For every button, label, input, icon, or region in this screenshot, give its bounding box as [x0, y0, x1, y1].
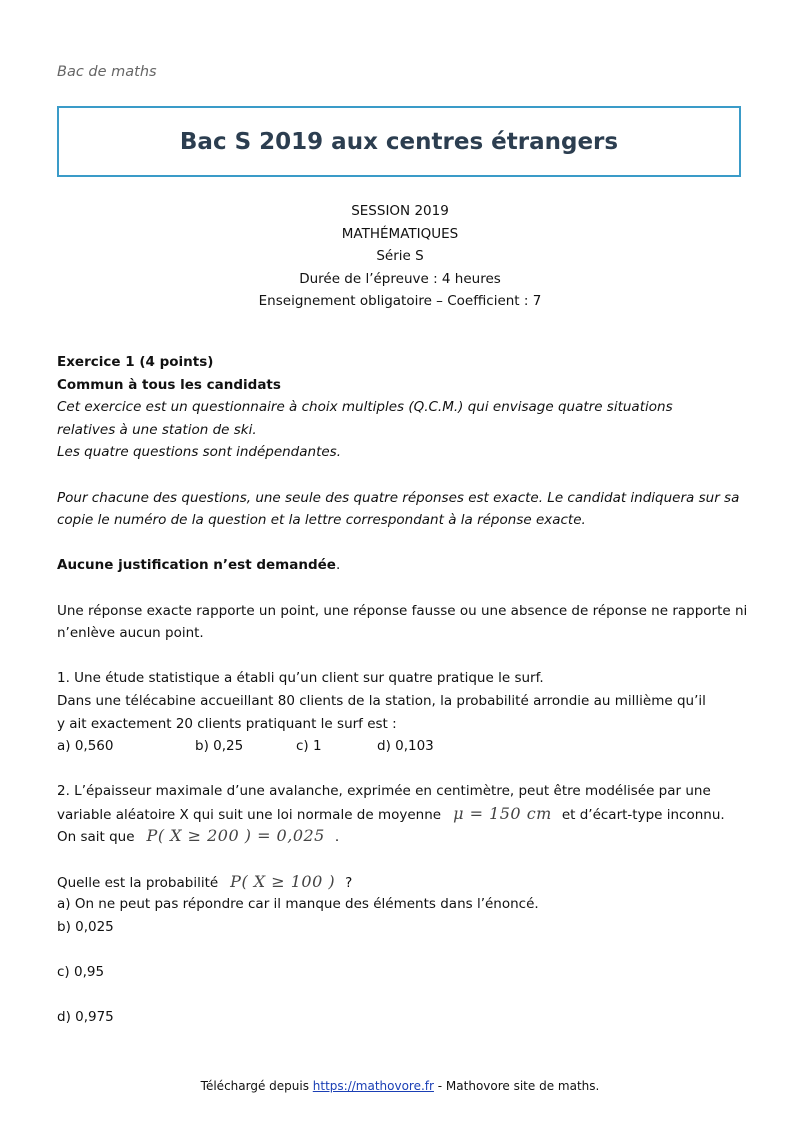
q2-question-end: ?: [345, 874, 353, 891]
session-line: SESSION 2019: [351, 203, 449, 219]
session-info: [57, 200, 743, 313]
intro-line: relatives à une station de ski.: [57, 421, 257, 438]
q2-question-start: Quelle est la probabilité: [57, 874, 219, 891]
exercise-body: [57, 351, 747, 1029]
q1-line: Dans une télécabine accueillant 80 clients de la station, la probabilité arrondie au millième qu’il: [57, 692, 706, 709]
footer-prefix: Téléchargé depuis: [200, 1079, 313, 1093]
q2-line2-end: et d’écart-type inconnu.: [561, 806, 725, 823]
q2-line3-start: On sait que: [57, 829, 135, 846]
mu-formula: μ = 150 cm: [453, 803, 552, 823]
q2-choice-d: d) 0,975: [57, 1009, 114, 1026]
intro-line: Les quatre questions sont indépendantes.: [57, 444, 342, 461]
instructions-line: copie le numéro de la question et la lettre correspondant à la réponse exacte.: [57, 512, 586, 529]
session-line: Série S: [376, 248, 424, 265]
scoring-line: n’enlève aucun point.: [57, 625, 204, 642]
site-label: Bac de maths: [57, 64, 157, 80]
footer-link[interactable]: https://mathovore.fr: [312, 1079, 434, 1093]
no-justification-note: [57, 554, 747, 577]
exercise-title: Exercice 1 (4 points): [57, 354, 214, 370]
q2-line: 2. L’épaisseur maximale d’une avalanche, exprimée en centimètre, peut être modélisée par une: [57, 783, 711, 800]
q2-line: [57, 825, 747, 848]
q2-line3-end: .: [334, 829, 340, 846]
no-justification-end: .: [335, 557, 341, 574]
no-justification-bold: Aucune justification n’est demandée: [57, 557, 336, 574]
footer: [0, 1079, 800, 1093]
q1-choices: [57, 735, 747, 758]
q2-choice-b: b) 0,025: [57, 918, 114, 935]
exercise-subtitle: Commun à tous les candidats: [57, 376, 281, 393]
q1-choice-d: d) 0,103: [377, 738, 434, 755]
q1-choice-b: b) 0,25: [195, 738, 244, 755]
q1-choice-a: a) 0,560: [57, 738, 114, 755]
q1-choice-c: c) 1: [296, 738, 322, 755]
page-title: Bac S 2019 aux centres étrangers: [179, 128, 619, 155]
footer-suffix: - Mathovore site de maths.: [433, 1079, 600, 1093]
q1-line: 1. Une étude statistique a établi qu’un client sur quatre pratique le surf.: [57, 670, 544, 687]
session-line: MATHÉMATIQUES: [341, 225, 459, 242]
session-line: Durée de l’épreuve : 4 heures: [299, 270, 501, 287]
title-box: [57, 106, 741, 177]
q2-choice-a: a) On ne peut pas répondre car il manque des éléments dans l’énoncé.: [57, 896, 539, 913]
instructions-line: Pour chacune des questions, une seule des quatre réponses est exacte. Le candidat indiquera sur sa: [57, 489, 740, 506]
q2-choice-c: c) 0,95: [57, 964, 105, 981]
question-probability-formula: P( X ≥ 100 ): [230, 871, 336, 891]
q2-line2-start: variable aléatoire X qui suit une loi normale de moyenne: [57, 806, 442, 823]
q2-question: [57, 871, 747, 894]
q2-line: [57, 803, 747, 826]
scoring-line: Une réponse exacte rapporte un point, une réponse fausse ou une absence de réponse ne rapporte ni: [57, 602, 748, 619]
intro-line: Cet exercice est un questionnaire à choix multiples (Q.C.M.) qui envisage quatre situations: [57, 399, 673, 416]
q1-line: y ait exactement 20 clients pratiquant le surf est :: [57, 715, 397, 732]
given-probability-formula: P( X ≥ 200 ) = 0,025: [146, 826, 325, 846]
session-line: Enseignement obligatoire – Coefficient : 7: [258, 293, 542, 310]
